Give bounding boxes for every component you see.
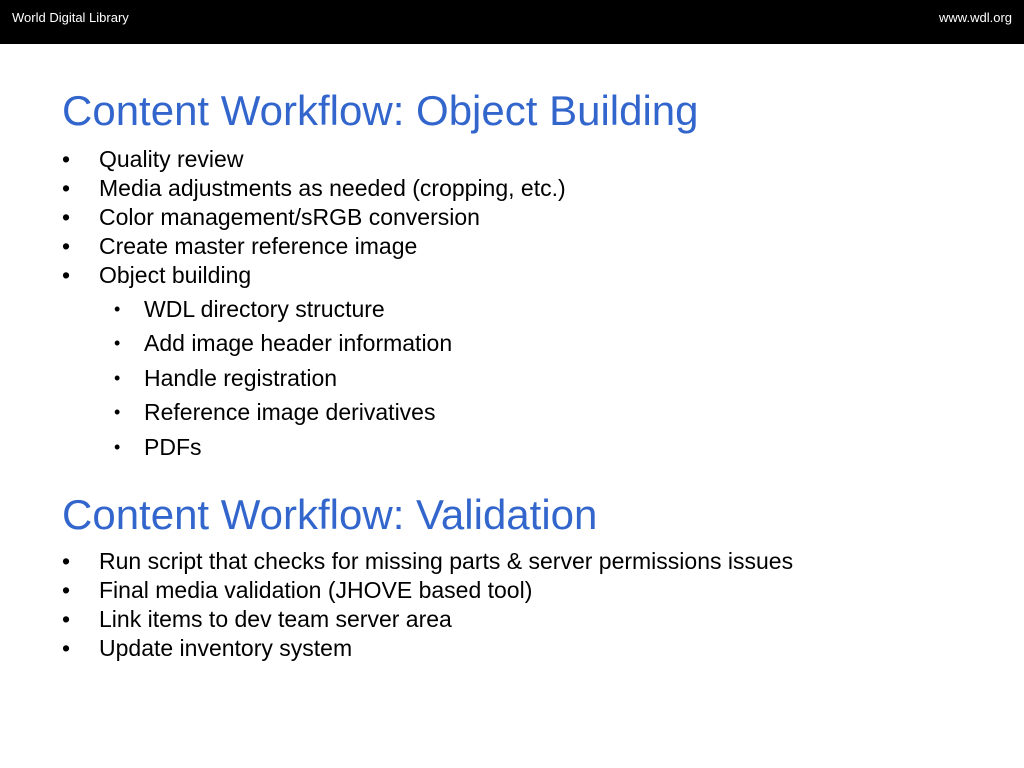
list-item-label: Link items to dev team server area <box>99 606 452 632</box>
sub-list-item <box>114 292 452 326</box>
bullet-icon: • <box>62 175 71 201</box>
list-item <box>62 203 566 232</box>
bullet-icon: • <box>114 333 121 354</box>
list-item <box>62 232 566 261</box>
list-item-label: Quality review <box>99 146 244 172</box>
sub-list-item <box>114 430 452 464</box>
list-item <box>62 261 566 290</box>
sub-list-item-label: WDL directory structure <box>144 296 385 322</box>
list-item-label: Object building <box>99 262 252 288</box>
bullet-icon: • <box>62 577 71 603</box>
header-org-name: World Digital Library <box>12 10 129 25</box>
list-item <box>62 547 793 576</box>
list-item <box>62 634 793 663</box>
section-title-object-building: Content Workflow: Object Building <box>62 87 699 134</box>
bullet-icon: • <box>62 204 71 230</box>
sub-list-item-label: Handle registration <box>144 364 338 391</box>
object-building-list <box>62 145 566 290</box>
list-item-label: Run script that checks for missing parts & server permissions issues <box>99 548 794 574</box>
list-item-label: Media adjustments as needed (cropping, etc.) <box>99 175 566 201</box>
bullet-icon: • <box>62 146 71 172</box>
bullet-icon: • <box>62 233 71 259</box>
list-item <box>62 145 566 174</box>
bullet-icon: • <box>114 402 121 423</box>
bullet-icon: • <box>62 606 71 632</box>
bullet-icon: • <box>62 548 71 574</box>
sub-list-item-label: Add image header information <box>144 330 453 357</box>
list-item-label: Update inventory system <box>99 635 353 661</box>
object-building-sublist <box>114 292 452 464</box>
bullet-icon: • <box>114 436 121 457</box>
bullet-icon: • <box>114 299 121 319</box>
list-item <box>62 605 793 634</box>
list-item-label: Color management/sRGB conversion <box>99 204 480 230</box>
header-website: www.wdl.org <box>939 10 1012 25</box>
bullet-icon: • <box>62 262 71 288</box>
header-bar <box>0 0 1024 44</box>
sub-list-item-label: Reference image derivatives <box>144 399 436 426</box>
validation-list <box>62 547 793 663</box>
sub-list-item <box>114 395 452 429</box>
list-item <box>62 576 793 605</box>
sub-list-item-label: PDFs <box>144 433 202 460</box>
sub-list-item <box>114 361 452 395</box>
bullet-icon: • <box>114 367 121 388</box>
section-title-validation: Content Workflow: Validation <box>62 491 598 538</box>
list-item <box>62 174 566 203</box>
sub-list-item <box>114 326 452 360</box>
list-item-label: Create master reference image <box>99 233 418 259</box>
bullet-icon: • <box>62 635 71 661</box>
list-item-label: Final media validation (JHOVE based tool) <box>99 577 533 603</box>
